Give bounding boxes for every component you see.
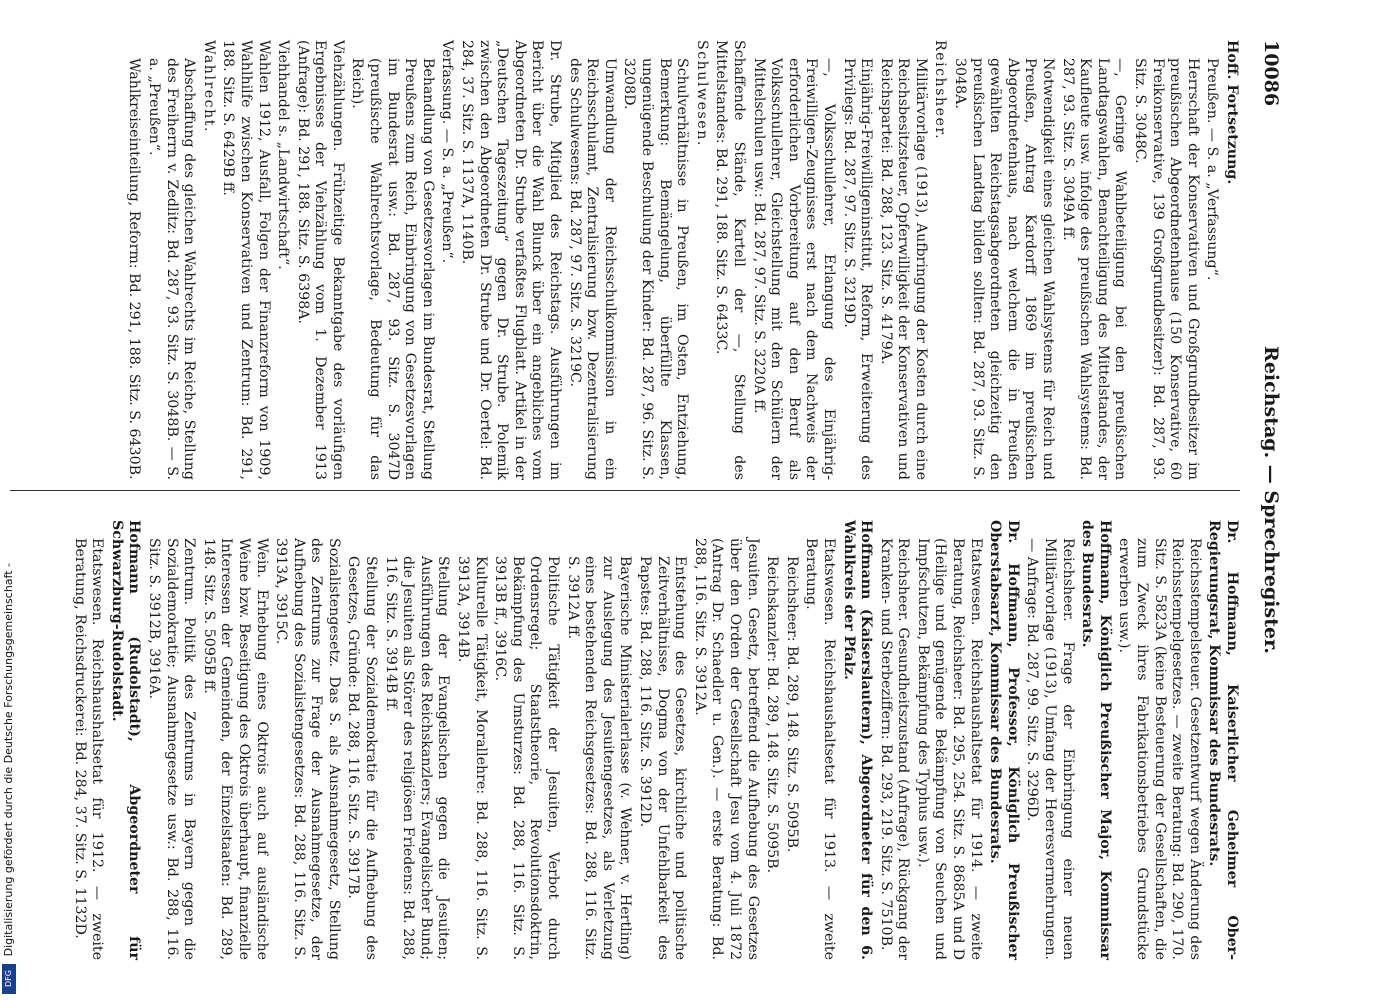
register-entry: Entstehung des Gesetzes, kirchliche und politische Zeitverhältnisse, Dogma von der Unfehlbarkeit des Papstes: Bd. 288, 116. Sitz. S. 3912D. bbox=[637, 556, 689, 960]
register-entry: Wahlen 1912, Ausfall, Folgen der Finanzreform von 1909, Wahlhilfe zwischen Konservativen und Zentrum: Bd. 291, 188. Sitz. S. 6429B ff. bbox=[220, 40, 272, 480]
register-entry: Schulverhältnisse in Preußen, im Osten, Entziehung, Bemerkung: Bemängelung, überfüllte Klassen, ungenügende Beschulung der Kinder: Bd. 287, 96. Sitz. S. 3208D. bbox=[621, 58, 691, 480]
register-entry: Wahlkreiseinteilung, Reform: Bd. 291, 188. Sitz. S. 6430B. bbox=[126, 58, 143, 480]
register-entry: Hoffmann, Königlich Preußischer Major, Kommissar des Bundesrats. bbox=[1079, 520, 1113, 960]
register-entry: Umwandlung der Reichsschulkommission in ein Reichsschulamt, Zentralisierung bzw. Dezentralisierung des Schulwesens: Bd. 287, 97. Sitz. S. 3219C. bbox=[566, 58, 618, 480]
register-entry: Wahlrecht. bbox=[200, 40, 217, 133]
register-entry: Stellung der Evangelischen gegen die Jesuiten; Ausführungen des Reichskanzlers; Evangelischer Bund; die Jesuiten als Störer des religiösen Friedens: Bd. 288, 116. Sitz. S. 3914B ff. bbox=[382, 556, 452, 960]
register-entry: —, Volksschullehrer, Erlangung des Einjährig-Freiwilligen-Zeugnisses erst nach dem Nachweis der erforderlichen Vorbereitung auf den Beruf als Volksschullehrer, Gleichstellung mit den Schülern der Mittelschulen usw.: Bd. 287, 97. Sitz. S. 3220A ff. bbox=[750, 58, 837, 480]
register-entry: Dr. Strube, Mitglied des Reichstags. Ausführungen im Bericht über die Wahl Blunck über ein angebliches vom Abgeordneten Dr. Strube verfaßtes Flugblatt. Artikel in der „Deutschen Tageszeitung“ gegen Dr. Strube. Polemik zwischen den Abgeordneten Dr. Strube und Dr. Oertel: Bd. 284, 37. Sitz. S. 1137A, 1140B. bbox=[459, 40, 564, 480]
register-entry: Verfassung. — S. a. „Preußen“. bbox=[439, 40, 456, 264]
register-entry: Zentrum. Politik des Zentrums in Bayern gegen die Sozialdemokratie; Ausnahmegesetze usw.: Bd. 288, 116. Sitz. S. 3912B, 3916A. bbox=[145, 538, 198, 960]
register-entry: —, Geringe Wahlbeteiligung bei den preußischen Landtagswahlen, Benachteiligung des Mittelstandes, der Kaufleute usw. infolge des preußischen Wahlsystems: Bd. 287, 93. Sitz. S. 3049A ff. bbox=[1059, 58, 1129, 480]
register-entry: Hoffmann (Kaiserslautern), Abgeordneter für den 6. Wahlkreis der Pfalz. bbox=[840, 520, 875, 960]
left-column bbox=[123, 40, 1240, 480]
register-entry: Hoff. Fortsetzung. bbox=[1224, 40, 1240, 185]
register-entry: Politische Tätigkeit der Jesuiten, Verbot durch Ordensregel; Staatstheorie, Revolutionsdoktrin, Bekämpfung des Umsturzes: Bd. 288, 116. Sitz. S. 3913B ff., 3916C. bbox=[492, 556, 562, 960]
register-entry: Etatswesen. Reichshaushaltsetat für 1914. — zweite Beratung, Reichsheer: Bd. 295, 254. Sitz. S. 8685A und D (Heilige und genügende Bekämpfung von Seuchen und Impfschutzen, Bekämpfung des Typhus usw.). bbox=[914, 538, 984, 960]
column-divider bbox=[10, 490, 1240, 491]
page-number: 10086 bbox=[1260, 40, 1282, 107]
register-entry: Schaffende Stände, Kartell der —, Stellung des Mittelstandes: Bd. 291, 188. Sitz. S. 6433C. bbox=[713, 40, 747, 480]
register-entry: Notwendigkeit eines gleichen Wahlsystems für Reich und Preußen, Antrag Kardorff 1869 im preußischen Abgeordnetenhaus, nach welchem die in Preußen gewählten Reichstagsabgeordneten gleichzeitig den preußischen Landtag bilden sollten: Bd. 287, 93. Sitz. S. 3048A. bbox=[952, 58, 1057, 480]
register-entry: Reichsheer. bbox=[932, 40, 949, 141]
register-entry: Etatswesen. Reichshaushaltsetat für 1912. — zweite Beratung, Reichsdruckerei: Bd. 284, 37. Sitz. S. 1132D. bbox=[71, 538, 106, 960]
register-entry: Dr. Hoffmann, Kaiserlicher Geheimer Ober-Regierungsrat, Kommissar des Bundesrats. bbox=[1206, 520, 1240, 960]
register-entry: Jesuiten. Gesetz, betreffend die Aufhebung des Gesetzes über den Orden der Gesellschaft Jesu vom 4. Juli 1872 (Antrag Dr. Schaedler u. Gen.). — erste Beratung: Bd. 288, 116. Sitz. S. 3912A. bbox=[691, 538, 761, 960]
page-title: Reichstag. — Sprechregister. bbox=[1260, 346, 1282, 654]
register-entry: Einjährig-Freiwilligeninstitut, Reform, Erweiterung des Privilegs: Bd. 287, 97. Sitz. S. 3219D. bbox=[840, 58, 875, 480]
register-entry: Schulwesen. bbox=[693, 40, 710, 147]
right-column bbox=[68, 520, 1240, 960]
register-entry: Herrschaft der Konservativen und Großgrundbesitzer im preußischen Abgeordnetenhause (150 Konservative, 60 Freikonservative, 139 Großgrundbesitzer): Bd. 287, 93. Sitz. S. 3048C. bbox=[1132, 58, 1201, 480]
register-entry: Wein. Erhebung eines Oktrois auch auf ausländische Weine bzw. Beseitigung des Oktrois überhaupt, finanzielle Interessen der Gemeinden, der Einzelstaaten: Bd. 289, 148. Sitz. S. 5095B ff. bbox=[200, 538, 270, 960]
register-entry: Reichsheer. Gesundheitszustand (Anfrage), Rückgang der Kranken- und Sterbeziffern: Bd. 293, 219. Sitz. S. 7510B. bbox=[877, 538, 912, 960]
register-entry: Viehzählungen. Frühzeitige Bekanntgabe des vorläufigen Ergebnisses der Viehzählung vom 1. Dezember 1913 (Anfrage): Bd. 291, 188. Sitz. S. 6398A. bbox=[294, 40, 346, 480]
register-entry: Reichsheer: Bd. 289, 148. Sitz. S. 5095B. bbox=[783, 556, 800, 853]
register-entry: Kulturelle Tätigkeit, Morallehre: Bd. 288, 116. Sitz. S. 3913A, 3914B. bbox=[455, 556, 489, 960]
register-entry: Reichsheer. Frage der Einbringung einer neuen Militärvorlage (1913), Umfang der Heeresvermehrungen. — Anfrage: Bd. 287, 99. Sitz. S. 3296D. bbox=[1024, 538, 1076, 960]
register-entry: Preußen. — S. a. „Verfassung“. bbox=[1204, 58, 1221, 281]
register-entry: Reichskanzler: Bd. 289, 148. Sitz. S. 5095B. bbox=[764, 556, 781, 874]
register-entry: Militärvorlage (1913), Aufbringung der Kosten durch eine Reichsbesitzsteuer, Opferwilligkeit der Konservativen und Reichspartei: Bd. 288, 123. Sitz. S. 4179A. bbox=[877, 58, 929, 480]
register-entry: Stellung der Sozialdemokratie für die Aufhebung des Gesetzes, Gründe: Bd. 288, 116. Sitz. S. 3917B. bbox=[345, 556, 380, 960]
register-entry: Etatswesen. Reichshaushaltsetat für 1913. — zweite Beratung. bbox=[803, 538, 837, 960]
register-entry: Reichsstempelsteuer. Gesetzentwurf wegen Änderung des Reichsstempelgesetzes. — zweite Beratung: Bd. 290, 170. Sitz. S. 5823A (keine Besteuerung der Gesellschaften, die zum Zweck ihres Fabrikationsbetriebes Grundstücke erwerben usw.). bbox=[1116, 538, 1203, 960]
dfg-logo: DFG bbox=[2, 964, 16, 994]
digitization-credit: Digitalisierung gefördert durch die Deutsche Forschungsgemeinschaft - bbox=[2, 562, 15, 956]
register-entry: Bayerische Ministerialerlasse (v. Wehner, v. Hertling) zur Auslegung des Jesuitengesetzes, als Verletzung eines bestehenden Reichsgesetzes: Bd. 288, 116. Sitz. S. 3912A ff. bbox=[564, 556, 634, 960]
page-header bbox=[1248, 40, 1282, 960]
register-entry: Dr. Hoffmann, Professor, Königlich Preußischer Oberstabsarzt, Kommissar des Bundesrats. bbox=[987, 520, 1021, 960]
register-entry: Sozialistengesetz. Das S. als Ausnahmegesetz, Stellung des Zentrums zur Frage der Ausnahmegesetze, der Aufhebung des Sozialistengesetzes: Bd. 288, 116. Sitz. S. 3913A, 3915C. bbox=[273, 538, 342, 960]
register-entry: Viehhandel s. „Landwirtschaft“. bbox=[275, 40, 292, 270]
register-entry: Hofmann (Rudolstadt), Abgeordneter für Schwarzburg-Rudolstadt. bbox=[108, 520, 143, 960]
register-entry: Abschaffung des gleichen Wahlrechts im Reiche, Stellung des Freiherrn v. Zedlitz: Bd. 287, 93. Sitz. S. 3048B. — S. a. „Preußen“. bbox=[145, 58, 198, 480]
register-entry: Behandlung von Gesetzesvorlagen im Bundesrat, Stellung Preußens zum Reich, Einbringung von Gesetzesvorlagen im Bundesrat usw.: Bd. 287, 93. Sitz. S. 3047D (preußische Wahlrechtsvorlage, Bedeutung für das Reich). bbox=[349, 58, 436, 480]
